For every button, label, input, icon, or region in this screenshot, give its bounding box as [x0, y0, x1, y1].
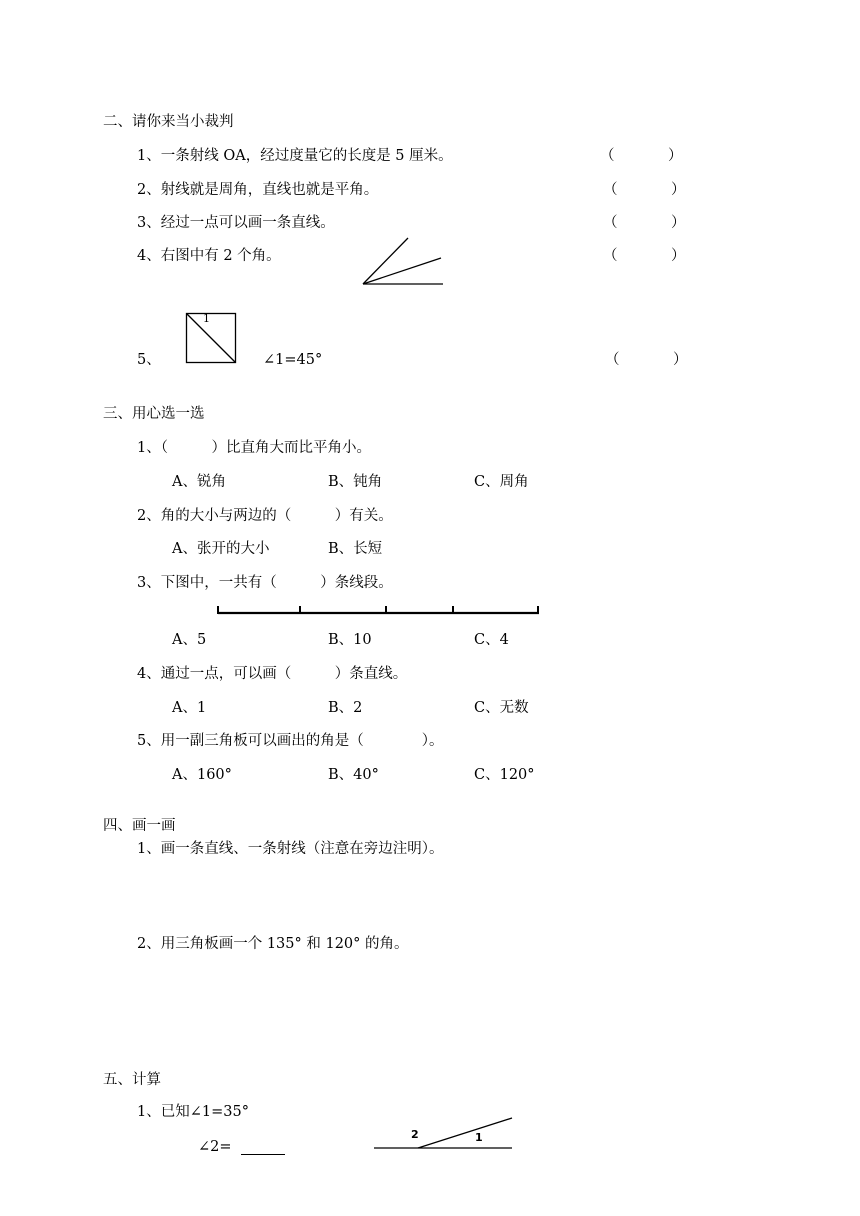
section-3-heading: 三、用心选一选: [103, 406, 205, 422]
line-segments-figure: [214, 603, 544, 619]
s3-q3-option-c: C、4: [474, 632, 509, 648]
answer-blank-line: [241, 1154, 285, 1155]
s2-item-4-paren-open: （: [603, 248, 618, 264]
s2-item-5-paren-open: （: [605, 352, 620, 368]
s3-q2-option-a: A、张开的大小: [172, 541, 270, 557]
s2-item-4-paren-close: ）: [671, 248, 686, 264]
s4-item-1: 1、画一条直线、一条射线（注意在旁边注明）。: [137, 841, 444, 857]
s3-q5-option-c: C、120°: [474, 767, 535, 783]
s3-q3-option-a: A、5: [172, 632, 207, 648]
s2-item-1-paren-open: （: [600, 148, 615, 164]
two-angles-figure: [355, 232, 450, 290]
square-angle-label: 1: [203, 312, 210, 325]
supplementary-angles-figure: [370, 1114, 520, 1154]
s3-q5-option-a: A、160°: [172, 767, 232, 783]
slanted-ray: [418, 1118, 512, 1148]
s4-item-2: 2、用三角板画一个 135° 和 120° 的角。: [137, 936, 409, 952]
s2-item-2-paren-close: ）: [671, 182, 686, 198]
s2-item-3: 3、经过一点可以画一条直线。: [137, 215, 335, 231]
s3-q2: 2、角的大小与两边的（ ）有关。: [137, 508, 393, 524]
s3-q1-option-b: B、钝角: [328, 474, 383, 490]
s2-item-4: 4、右图中有 2 个角。: [137, 248, 281, 264]
s2-item-2-paren-open: （: [603, 182, 618, 198]
s3-q1: 1、（ ）比直角大而比平角小。: [137, 440, 371, 456]
s3-q3-option-b: B、10: [328, 632, 372, 648]
section-2-heading: 二、请你来当小裁判: [103, 114, 234, 130]
s5-q1-ask: ∠2=: [198, 1139, 232, 1155]
s3-q4-option-b: B、2: [328, 700, 363, 716]
s3-q1-option-c: C、周角: [474, 474, 529, 490]
s3-q2-option-b: B、长短: [328, 541, 383, 557]
s2-item-3-paren-close: ）: [671, 215, 686, 231]
s2-item-1-paren-close: ）: [668, 148, 683, 164]
section-4-heading: 四、画一画: [103, 818, 176, 834]
s2-item-3-paren-open: （: [603, 215, 618, 231]
square-diagonal-figure: [185, 312, 239, 366]
section-5-heading: 五、计算: [103, 1072, 161, 1088]
s3-q5: 5、用一副三角板可以画出的角是（ ）。: [137, 733, 444, 749]
ray-middle: [363, 258, 441, 284]
s3-q3: 3、下图中，一共有（ ）条线段。: [137, 575, 393, 591]
s3-q4: 4、通过一点，可以画（ ）条直线。: [137, 666, 408, 682]
s5-q1-given: 1、已知∠1=35°: [137, 1104, 249, 1120]
s2-item-5-paren-close: ）: [673, 352, 688, 368]
s2-item-5: 5、: [137, 352, 161, 368]
diagonal: [187, 314, 236, 363]
s3-q1-option-a: A、锐角: [172, 474, 226, 490]
s3-q5-option-b: B、40°: [328, 767, 379, 783]
s3-q4-option-c: C、无数: [474, 700, 529, 716]
fig-label-2: 2: [411, 1128, 419, 1141]
s3-q4-option-a: A、1: [172, 700, 207, 716]
fig-label-1: 1: [475, 1131, 483, 1144]
s2-item-1: 1、一条射线 OA，经过度量它的长度是 5 厘米。: [137, 148, 453, 164]
angle-1-equation: ∠1=45°: [263, 352, 323, 368]
s2-item-2: 2、射线就是周角，直线也就是平角。: [137, 182, 379, 198]
